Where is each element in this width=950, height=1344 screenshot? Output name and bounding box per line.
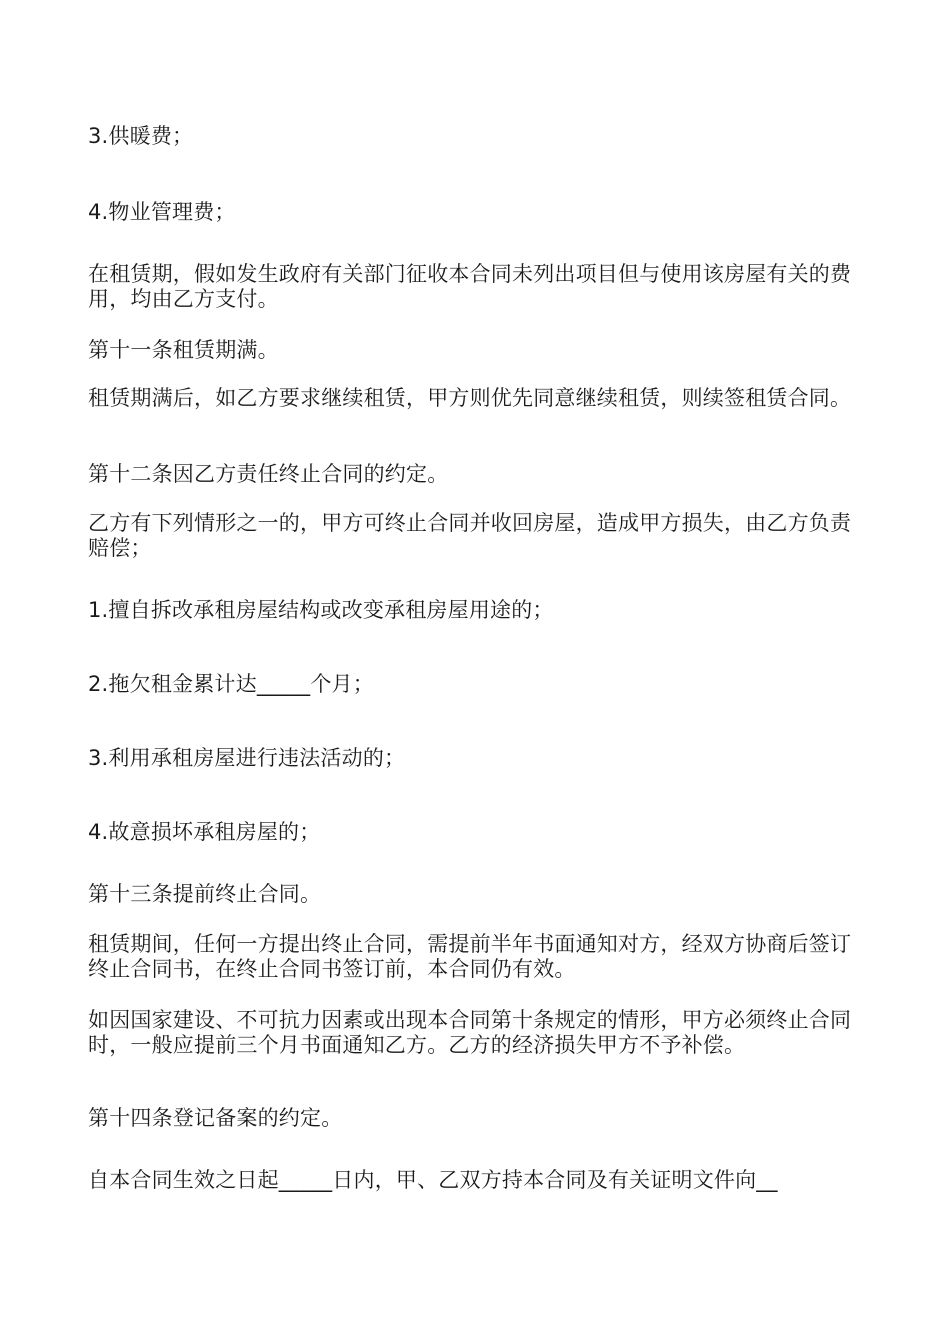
paragraph-registration: 自本合同生效之日起_____日内，甲、乙双方持本合同及有关证明文件向__ bbox=[88, 1168, 778, 1192]
list-item-heating-fee: 3.供暖费； bbox=[88, 124, 194, 148]
article-11-heading: 第十一条租赁期满。 bbox=[88, 338, 279, 362]
paragraph-lease-renewal: 租赁期满后，如乙方要求继续租赁，甲方则优先同意继续租赁，则续签租赁合同。 bbox=[88, 386, 852, 410]
paragraph-force-majeure: 如因国家建设、不可抗力因素或出现本合同第十条规定的情形，甲方必须终止合同时，一般应提前三个月书面通知乙方。乙方的经济损失甲方不予补偿。 bbox=[88, 1008, 852, 1057]
article-14-heading: 第十四条登记备案的约定。 bbox=[88, 1106, 343, 1130]
list-item-illegal-activity: 3.利用承租房屋进行违法活动的； bbox=[88, 746, 406, 770]
paragraph-termination-conditions: 乙方有下列情形之一的，甲方可终止合同并收回房屋，造成甲方损失，由乙方负责赔偿； bbox=[88, 511, 852, 560]
paragraph-early-termination: 租赁期间，任何一方提出终止合同，需提前半年书面通知对方，经双方协商后签订终止合同书，在终止合同书签订前，本合同仍有效。 bbox=[88, 932, 852, 981]
article-12-heading: 第十二条因乙方责任终止合同的约定。 bbox=[88, 462, 449, 486]
list-item-alter-structure: 1.擅自拆改承租房屋结构或改变承租房屋用途的； bbox=[88, 598, 554, 622]
paragraph-other-fees: 在租赁期，假如发生政府有关部门征收本合同未列出项目但与使用该房屋有关的费用，均由乙方支付。 bbox=[88, 262, 852, 311]
list-item-intentional-damage: 4.故意损坏承租房屋的； bbox=[88, 820, 321, 844]
list-item-property-fee: 4.物业管理费； bbox=[88, 200, 236, 224]
article-13-heading: 第十三条提前终止合同。 bbox=[88, 882, 322, 906]
list-item-rent-arrears: 2.拖欠租金累计达_____个月； bbox=[88, 672, 374, 696]
